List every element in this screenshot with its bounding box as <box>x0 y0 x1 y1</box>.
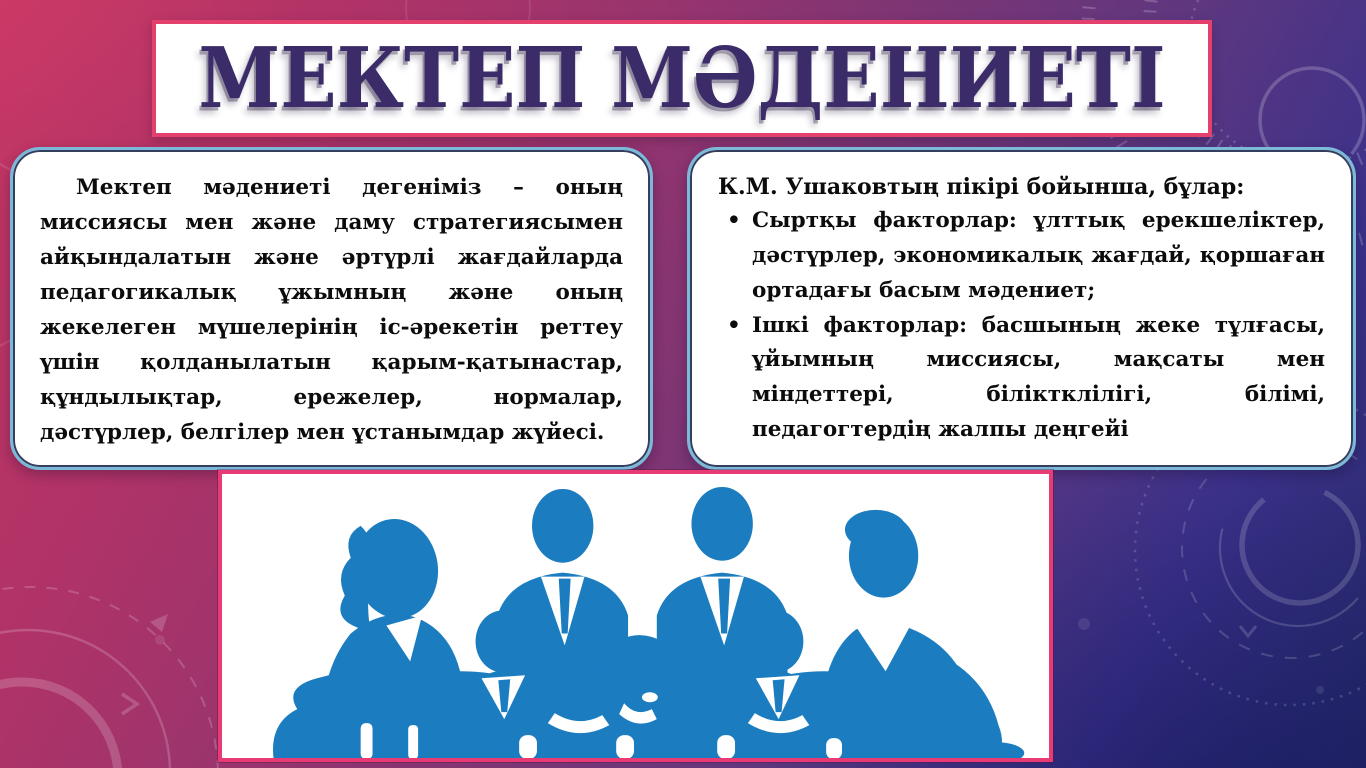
list-item <box>718 309 1325 448</box>
bullet-text: Сыртқы факторлар: ұлттық ерекшеліктер, дәстүрлер, экономикалық жағдай, қоршаған ортадағы басым мәдениет; <box>752 208 1325 303</box>
definition-box <box>10 147 653 470</box>
team-silhouette-image-frame <box>218 470 1053 762</box>
title-banner <box>152 20 1212 137</box>
team-silhouette-image <box>222 474 1049 758</box>
list-item <box>718 204 1325 308</box>
factors-bullet-list <box>718 204 1325 448</box>
bullet-dot: • <box>727 312 741 338</box>
bullet-text: Ішкі факторлар: басшының жеке тұлғасы, ұйымның миссиясы, мақсаты мен міндеттері, біліктклілігі, білімі, педагогтердің жалпы деңгейі <box>752 312 1325 443</box>
page-title: МЕКТЕП МӘДЕНИЕТІ <box>198 30 1166 127</box>
factors-heading: К.М. Ушаковтың пікірі бойынша, бұлар: <box>718 174 1245 200</box>
factors-box <box>687 147 1356 470</box>
definition-text: Мектеп мәдениеті дегеніміз – оның миссиясы мен және даму стратегиясымен айқындалатын және әртүрлі жағдайларда педагогикалық ұжымның және оның жекелеген мүшелерінің іс-әрекетін реттеу үшін қолданылатын қарым-қатынастар, құндылықтар, ережелер, нормалар, дәстүрлер, белгілер мен ұстанымдар жүйесі. <box>40 175 623 446</box>
bullet-dot: • <box>727 208 741 234</box>
